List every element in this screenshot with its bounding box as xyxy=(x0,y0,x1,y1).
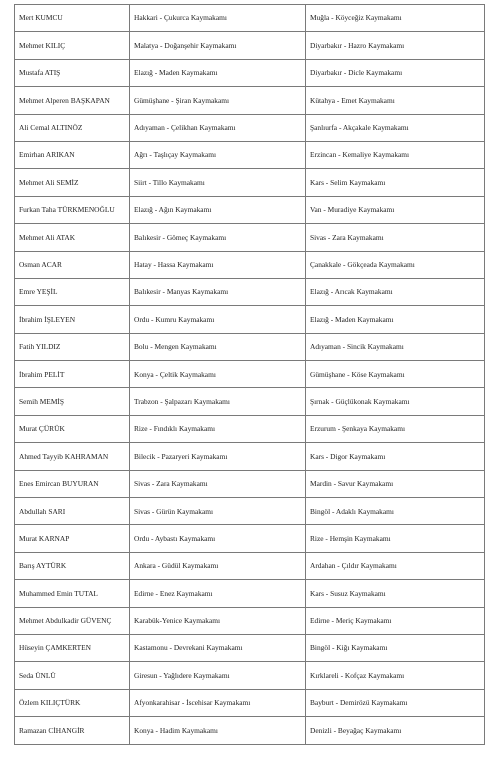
current-post-cell: Ağrı - Taşlıçay Kaymakamı xyxy=(130,141,306,168)
current-post-cell: Ordu - Aybastı Kaymakamı xyxy=(130,525,306,552)
person-name-cell: Mehmet Alperen BAŞKAPAN xyxy=(15,87,130,114)
current-post-cell: Edirne - Enez Kaymakamı xyxy=(130,580,306,607)
person-name-cell: Emirhan ARIKAN xyxy=(15,141,130,168)
new-post-cell: Adıyaman - Sincik Kaymakamı xyxy=(306,333,485,360)
current-post-cell: Konya - Hadim Kaymakamı xyxy=(130,717,306,744)
table-row xyxy=(15,59,485,86)
current-post-cell: Konya - Çeltik Kaymakamı xyxy=(130,361,306,388)
table-row xyxy=(15,689,485,716)
person-name-cell: Mehmet Ali SEMİZ xyxy=(15,169,130,196)
new-post-cell: Muğla - Köyceğiz Kaymakamı xyxy=(306,5,485,32)
new-post-cell: Kars - Susuz Kaymakamı xyxy=(306,580,485,607)
new-post-cell: Sivas - Zara Kaymakamı xyxy=(306,224,485,251)
table-row xyxy=(15,662,485,689)
table-row xyxy=(15,580,485,607)
new-post-cell: Van - Muradiye Kaymakamı xyxy=(306,196,485,223)
person-name-cell: Ali Cemal ALTINÖZ xyxy=(15,114,130,141)
current-post-cell: Trabzon - Şalpazarı Kaymakamı xyxy=(130,388,306,415)
table-row xyxy=(15,306,485,333)
new-post-cell: Diyarbakır - Hazro Kaymakamı xyxy=(306,32,485,59)
current-post-cell: Elazığ - Maden Kaymakamı xyxy=(130,59,306,86)
new-post-cell: Kars - Digor Kaymakamı xyxy=(306,443,485,470)
current-post-cell: Giresun - Yağlıdere Kaymakamı xyxy=(130,662,306,689)
new-post-cell: Edirne - Meriç Kaymakamı xyxy=(306,607,485,634)
table-row xyxy=(15,5,485,32)
table-row xyxy=(15,278,485,305)
table-row xyxy=(15,388,485,415)
table-row xyxy=(15,415,485,442)
person-name-cell: Mehmet KILIÇ xyxy=(15,32,130,59)
table-row xyxy=(15,498,485,525)
table-row xyxy=(15,251,485,278)
person-name-cell: İbrahim İŞLEYEN xyxy=(15,306,130,333)
person-name-cell: Mert KUMCU xyxy=(15,5,130,32)
person-name-cell: Enes Emircan BUYURAN xyxy=(15,470,130,497)
new-post-cell: Rize - Hemşin Kaymakamı xyxy=(306,525,485,552)
new-post-cell: Bayburt - Demirözü Kaymakamı xyxy=(306,689,485,716)
person-name-cell: Özlem KILIÇTÜRK xyxy=(15,689,130,716)
current-post-cell: Ankara - Güdül Kaymakamı xyxy=(130,552,306,579)
new-post-cell: Erzurum - Şenkaya Kaymakamı xyxy=(306,415,485,442)
table-row xyxy=(15,114,485,141)
table-row xyxy=(15,196,485,223)
new-post-cell: Mardin - Savur Kaymakamı xyxy=(306,470,485,497)
current-post-cell: Adıyaman - Çelikhan Kaymakamı xyxy=(130,114,306,141)
person-name-cell: Abdullah SARI xyxy=(15,498,130,525)
table-row xyxy=(15,141,485,168)
person-name-cell: Emre YEŞİL xyxy=(15,278,130,305)
table-row xyxy=(15,443,485,470)
table-row xyxy=(15,224,485,251)
person-name-cell: Semih MEMİŞ xyxy=(15,388,130,415)
table-row xyxy=(15,607,485,634)
person-name-cell: Mehmet Abdulkadir GÜVENÇ xyxy=(15,607,130,634)
person-name-cell: Ramazan CİHANGİR xyxy=(15,717,130,744)
new-post-cell: Şanlıurfa - Akçakale Kaymakamı xyxy=(306,114,485,141)
table-row xyxy=(15,32,485,59)
current-post-cell: Afyonkarahisar - İscehisar Kaymakamı xyxy=(130,689,306,716)
current-post-cell: Balıkesir - Gömeç Kaymakamı xyxy=(130,224,306,251)
person-name-cell: Muhammed Emin TUTAL xyxy=(15,580,130,607)
appointments-table xyxy=(14,4,485,745)
current-post-cell: Hakkari - Çukurca Kaymakamı xyxy=(130,5,306,32)
person-name-cell: Barış AYTÜRK xyxy=(15,552,130,579)
person-name-cell: Fatih YILDIZ xyxy=(15,333,130,360)
new-post-cell: Bingöl - Adaklı Kaymakamı xyxy=(306,498,485,525)
person-name-cell: Seda ÜNLÜ xyxy=(15,662,130,689)
new-post-cell: Bingöl - Kiğı Kaymakamı xyxy=(306,634,485,661)
appointments-table-body xyxy=(15,5,485,745)
current-post-cell: Balıkesir - Manyas Kaymakamı xyxy=(130,278,306,305)
new-post-cell: Ardahan - Çıldır Kaymakamı xyxy=(306,552,485,579)
table-row xyxy=(15,87,485,114)
person-name-cell: Murat KARNAP xyxy=(15,525,130,552)
table-row xyxy=(15,470,485,497)
person-name-cell: Murat ÇÜRÜK xyxy=(15,415,130,442)
current-post-cell: Karabük-Yenice Kaymakamı xyxy=(130,607,306,634)
table-row xyxy=(15,333,485,360)
current-post-cell: Hatay - Hassa Kaymakamı xyxy=(130,251,306,278)
current-post-cell: Rize - Fındıklı Kaymakamı xyxy=(130,415,306,442)
new-post-cell: Erzincan - Kemaliye Kaymakamı xyxy=(306,141,485,168)
new-post-cell: Elazığ - Arıcak Kaymakamı xyxy=(306,278,485,305)
person-name-cell: Mustafa ATIŞ xyxy=(15,59,130,86)
table-row xyxy=(15,552,485,579)
new-post-cell: Diyarbakır - Dicle Kaymakamı xyxy=(306,59,485,86)
new-post-cell: Kırklareli - Kofçaz Kaymakamı xyxy=(306,662,485,689)
person-name-cell: Mehmet Ali ATAK xyxy=(15,224,130,251)
new-post-cell: Denizli - Beyağaç Kaymakamı xyxy=(306,717,485,744)
current-post-cell: Gümüşhane - Şiran Kaymakamı xyxy=(130,87,306,114)
new-post-cell: Elazığ - Maden Kaymakamı xyxy=(306,306,485,333)
current-post-cell: Malatya - Doğanşehir Kaymakamı xyxy=(130,32,306,59)
current-post-cell: Kastamonu - Devrekani Kaymakamı xyxy=(130,634,306,661)
current-post-cell: Elazığ - Ağın Kaymakamı xyxy=(130,196,306,223)
current-post-cell: Bolu - Mengen Kaymakamı xyxy=(130,333,306,360)
table-row xyxy=(15,634,485,661)
new-post-cell: Şırnak - Güçlükonak Kaymakamı xyxy=(306,388,485,415)
current-post-cell: Ordu - Kumru Kaymakamı xyxy=(130,306,306,333)
new-post-cell: Gümüşhane - Köse Kaymakamı xyxy=(306,361,485,388)
new-post-cell: Kütahya - Emet Kaymakamı xyxy=(306,87,485,114)
current-post-cell: Bilecik - Pazaryeri Kaymakamı xyxy=(130,443,306,470)
current-post-cell: Sivas - Gürün Kaymakamı xyxy=(130,498,306,525)
new-post-cell: Kars - Selim Kaymakamı xyxy=(306,169,485,196)
person-name-cell: İbrahim PELİT xyxy=(15,361,130,388)
person-name-cell: Ahmed Tayyib KAHRAMAN xyxy=(15,443,130,470)
table-row xyxy=(15,361,485,388)
table-row xyxy=(15,169,485,196)
current-post-cell: Siirt - Tillo Kaymakamı xyxy=(130,169,306,196)
table-row xyxy=(15,525,485,552)
person-name-cell: Hüseyin ÇAMKERTEN xyxy=(15,634,130,661)
table-row xyxy=(15,717,485,744)
current-post-cell: Sivas - Zara Kaymakamı xyxy=(130,470,306,497)
person-name-cell: Furkan Taha TÜRKMENOĞLU xyxy=(15,196,130,223)
new-post-cell: Çanakkale - Gökçeada Kaymakamı xyxy=(306,251,485,278)
person-name-cell: Osman ACAR xyxy=(15,251,130,278)
